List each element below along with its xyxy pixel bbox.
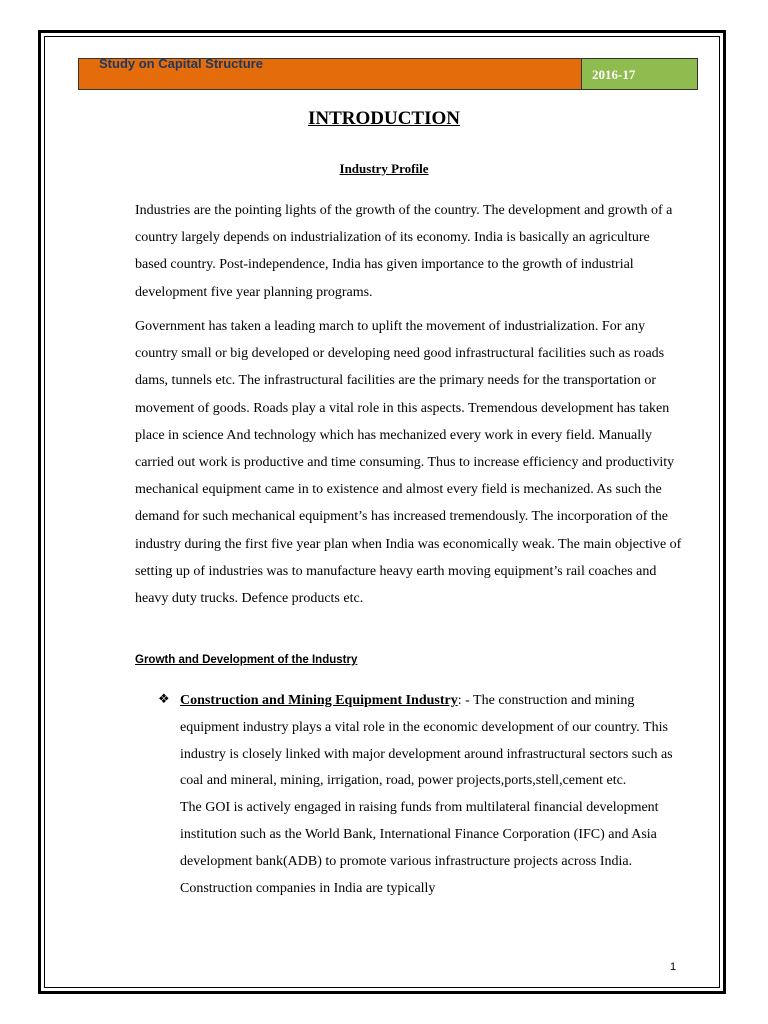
page-number: 1 [670, 961, 677, 973]
paragraph-1: Industries are the pointing lights of the growth of the country. The development and growth of a country largely depends on industrialization of its economy. India is basically an agriculture based country. Post-independence, India has given importance to the growth of industrial development five year planning programs. [135, 203, 673, 300]
header-title: Study on Capital Structure [99, 56, 263, 71]
subheading: Growth and Development of the Industry [135, 654, 358, 666]
diamond-bullet-icon: ❖ [158, 692, 170, 707]
document-header [78, 58, 698, 90]
paragraph-2: Government has taken a leading march to uplift the movement of industrialization. For any country small or big developed or developing need good infrastructural facilities such as roads dams, tunnels etc. The infrastructural facilities are the primary needs for the transportation or movement of goods. Roads play a vital role in this aspects. Tremendous development has taken place in science And technology which has mechanized every work in every field. Manually carried out work is productive and time consuming. Thus to increase efficiency and productivity mechanical equipment came in to existence and almost every field is mechanized. As such the demand for such mechanical equipment’s has increased tremendously. The incorporation of the industry during the first five year plan when India was economically weak. The main objective of setting up of industries was to manufacture heavy earth moving equipment’s rail coaches and heavy duty trucks. Defence products etc. [135, 319, 682, 607]
bullet-body-2: The GOI is actively engaged in raising funds from multilateral financial development institution such as the World Bank, International Finance Corporation (IFC) and Asia development bank(ADB) to promote various infrastructure projects across India. Construction companies in India are typically [180, 800, 659, 896]
header-year-bar [582, 59, 697, 89]
bullet-body-1: : - The construction and mining equipment industry plays a vital role in the economic development of our country. This industry is closely linked with major development around infrastructural sectors such as coal and mineral, mining, irrigation, road, power projects,ports,stell,cement etc. [180, 693, 673, 789]
section-title: Industry Profile [339, 161, 429, 176]
header-title-bar [79, 56, 582, 89]
bullet-heading: Construction and Mining Equipment Industry [180, 693, 458, 708]
page-title: INTRODUCTION [307, 108, 461, 129]
bullet-text [180, 688, 684, 902]
header-year: 2016-17 [592, 67, 636, 82]
